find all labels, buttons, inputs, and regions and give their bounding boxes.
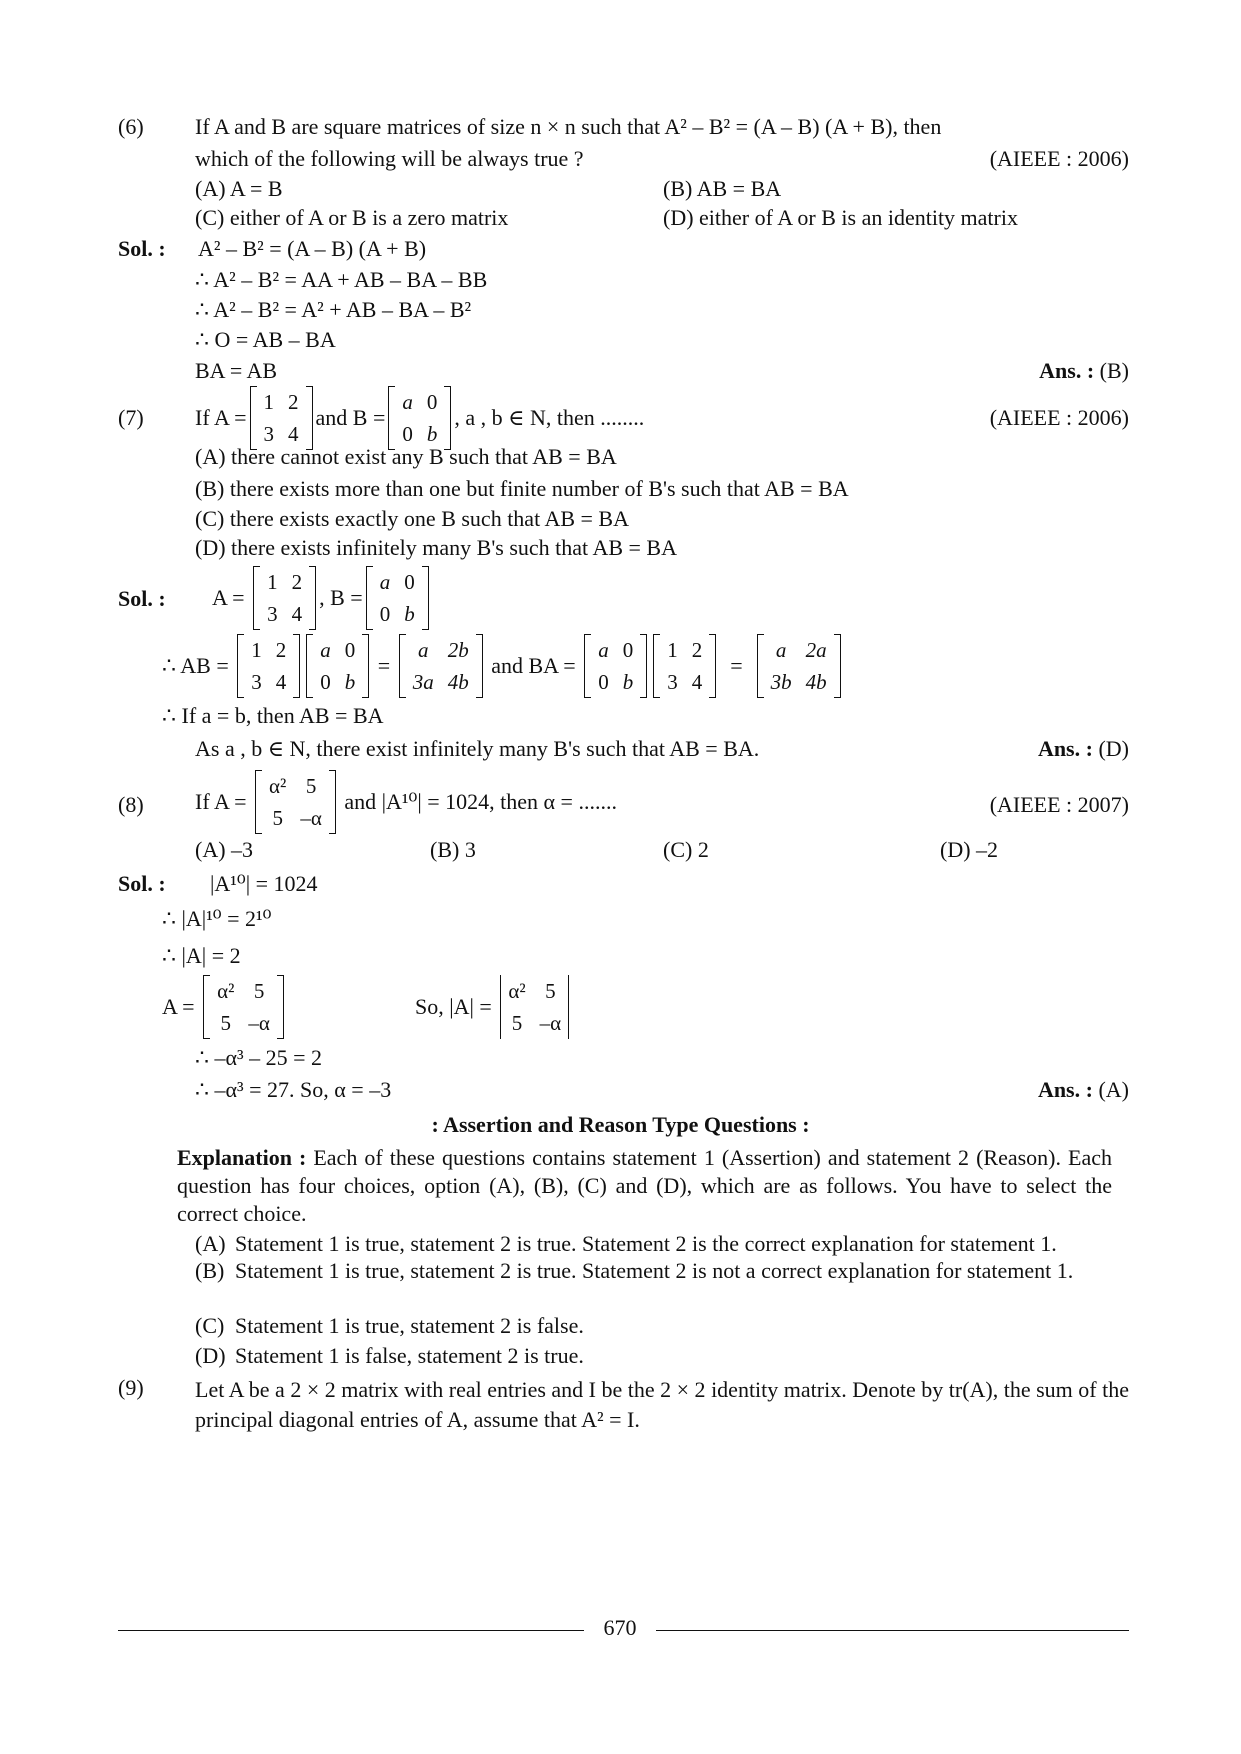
page-number: 670 [603,1615,637,1640]
solution-label: Sol. : [118,871,166,896]
solution-line: |A¹⁰| = 1024 [210,871,318,896]
solution-line: As a , b ∈ N, there exist infinitely many B's such that AB = BA. [195,736,760,761]
solution-line: ∴ A² – B² = AA + AB – BA – BB [195,267,488,292]
solution-line: So, |A| = α² 5 5 –α [415,975,572,1039]
option-c: (C) either of A or B is a zero matrix [195,205,509,230]
choice-label: (A) [195,1231,226,1256]
matrix-a: 1 2 3 4 [250,386,313,450]
option-b: (B) there exists more than one but finite number of B's such that AB = BA [195,476,849,501]
solution-line: A = α² 5 5 –α [162,975,287,1039]
footer-rule-right [656,1630,1129,1631]
explanation: Explanation : Each of these questions contains statement 1 (Assertion) and statement 2 (Reason). Each question has four choices, option (A), (B), (C) and (D), which are as follows. You have to select the correct choice. [177,1145,1112,1226]
question-text: If A and B are square matrices of size n × n such that A² – B² = (A – B) (A + B), then [195,114,942,139]
question-text: If A = 1 2 3 4 and B = a 0 0 b , a , b ∈ N, then ........ [195,386,644,450]
question-number: (8) [118,792,144,817]
exam-source: (AIEEE : 2006) [989,405,1129,430]
option-b: (B) 3 [430,837,476,862]
solution-line: ∴ If a = b, then AB = BA [162,703,384,728]
solution-line: ∴ A² – B² = A² + AB – BA – B² [195,297,472,322]
choice-label: (B) [195,1258,225,1283]
exam-source: (AIEEE : 2006) [989,146,1129,171]
option-b: (B) AB = BA [663,176,782,201]
choice-text: Statement 1 is true, statement 2 is true. Statement 2 is the correct explanation for statement 1. [235,1231,1057,1256]
question-number: (6) [118,114,144,139]
question-number: (7) [118,405,144,430]
solution-line: A² – B² = (A – B) (A + B) [198,236,427,261]
footer-rule-left [118,1630,584,1631]
choice-label: (C) [195,1313,225,1338]
solution-line: ∴ |A|¹⁰ = 2¹⁰ [162,906,272,931]
choice-label: (D) [195,1343,226,1368]
section-heading: : Assertion and Reason Type Questions : [431,1112,810,1137]
option-a: (A) A = B [195,176,283,201]
option-a: (A) there cannot exist any B such that AB = BA [195,444,617,469]
solution-line: ∴ AB = 1 2 3 4 a 0 0 b = a 2b 3a 4b and BA = a 0 0 b 1 2 3 4 = a 2a 3b 4b [162,634,844,698]
solution-line: ∴ –α³ = 27. So, α = –3 [195,1077,392,1102]
solution-label: Sol. : [118,236,166,261]
option-a: (A) –3 [195,837,254,862]
question-number: (9) [118,1375,144,1400]
solution-label: Sol. : [118,586,166,611]
solution-line: ∴ |A| = 2 [162,943,241,968]
option-d: (D) either of A or B is an identity matrix [663,205,1018,230]
solution-line: BA = AB [195,358,278,383]
option-c: (C) there exists exactly one B such that AB = BA [195,506,629,531]
exam-source: (AIEEE : 2007) [989,792,1129,817]
choice-text: Statement 1 is true, statement 2 is false. [235,1313,584,1338]
question-text: Let A be a 2 × 2 matrix with real entries and I be the 2 × 2 identity matrix. Denote by tr(A), the sum of the principal diagonal entries of A, assume that A² = I. [195,1377,1129,1432]
choice-text: Statement 1 is false, statement 2 is true. [235,1343,584,1368]
answer: Ans. : (A) [1037,1077,1129,1102]
matrix-b: a 0 0 b [388,386,451,450]
solution-line: ∴ –α³ – 25 = 2 [195,1045,323,1070]
option-d: (D) –2 [940,837,999,862]
question-text: If A = α² 5 5 –α and |A¹⁰| = 1024, then α = ....... [195,770,617,834]
choice-text: Statement 1 is true, statement 2 is true. Statement 2 is not a correct explanation for statement 1. [235,1258,1074,1283]
option-d: (D) there exists infinitely many B's such that AB = BA [195,535,677,560]
question-text: which of the following will be always true ? [195,146,584,171]
answer: Ans. : (B) [1039,358,1129,383]
solution-line: A = 1 2 3 4 , B = a 0 0 b [212,566,432,630]
option-c: (C) 2 [663,837,709,862]
answer: Ans. : (D) [1037,736,1129,761]
solution-line: ∴ O = AB – BA [195,327,336,352]
